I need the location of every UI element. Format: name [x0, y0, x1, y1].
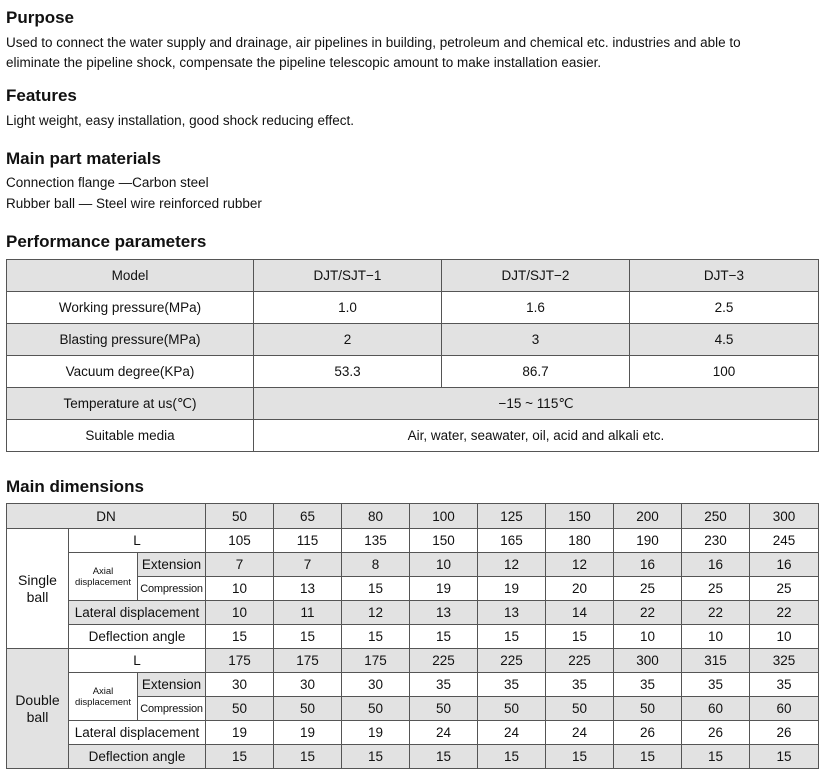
double-extension-cell: 30: [274, 673, 342, 697]
double-l-cell: 175: [274, 649, 342, 673]
single-compression-cell: 15: [342, 577, 410, 601]
single-deflection-cell: 15: [342, 625, 410, 649]
single-lateral-cell: 14: [546, 601, 614, 625]
double-l-cell: 175: [206, 649, 274, 673]
purpose-line-1: Used to connect the water supply and drainage, air pipelines in building, petroleum and chemical etc. industries and able to: [6, 35, 741, 50]
single-compression-cell: 25: [750, 577, 819, 601]
single-deflection-cell: 15: [478, 625, 546, 649]
single-deflection-cell: 15: [206, 625, 274, 649]
double-extension-cell: 35: [410, 673, 478, 697]
double-l-cell: 175: [342, 649, 410, 673]
single-deflection-cell: 15: [410, 625, 478, 649]
single-deflection-row: [7, 625, 819, 649]
double-compression-cell: 50: [342, 697, 410, 721]
temperature-value: −15 ~ 115℃: [254, 388, 819, 420]
compression-label: Compression: [138, 577, 206, 601]
double-compression-cell: 50: [546, 697, 614, 721]
single-compression-cell: 25: [614, 577, 682, 601]
single-deflection-cell: 15: [546, 625, 614, 649]
extension-label: Extension: [138, 673, 206, 697]
performance-cell: 2: [254, 324, 442, 356]
single-l-cell: 190: [614, 529, 682, 553]
double-deflection-cell: 15: [614, 745, 682, 769]
performance-media-row: [7, 420, 819, 452]
media-label: Suitable media: [7, 420, 254, 452]
performance-cell: 100: [630, 356, 819, 388]
double-compression-cell: 50: [614, 697, 682, 721]
double-l-cell: 225: [410, 649, 478, 673]
single-l-cell: 115: [274, 529, 342, 553]
materials-line-2: Rubber ball — Steel wire reinforced rubber: [6, 196, 262, 211]
performance-cell: 4.5: [630, 324, 819, 356]
double-deflection-cell: 15: [478, 745, 546, 769]
dn-cell: 125: [478, 504, 546, 529]
single-extension-cell: 7: [274, 553, 342, 577]
single-lateral-cell: 10: [206, 601, 274, 625]
single-lateral-cell: 22: [682, 601, 750, 625]
performance-header-cell: DJT−3: [630, 260, 819, 292]
extension-label: Extension: [138, 553, 206, 577]
double-l-cell: 225: [478, 649, 546, 673]
single-lateral-row: [7, 601, 819, 625]
double-deflection-row: [7, 745, 819, 769]
single-extension-cell: 10: [410, 553, 478, 577]
features-heading: Features: [6, 86, 77, 105]
single-ball-label: Single ball: [7, 529, 69, 649]
dimensions-table: [6, 503, 819, 769]
deflection-angle-label: Deflection angle: [69, 745, 206, 769]
lateral-displacement-label: Lateral displacement: [69, 601, 206, 625]
double-extension-cell: 35: [682, 673, 750, 697]
single-deflection-cell: 10: [682, 625, 750, 649]
double-lateral-cell: 19: [342, 721, 410, 745]
single-lateral-cell: 13: [410, 601, 478, 625]
performance-cell: 1.0: [254, 292, 442, 324]
single-extension-cell: 16: [614, 553, 682, 577]
performance-cell: 3: [442, 324, 630, 356]
dn-cell: 250: [682, 504, 750, 529]
single-extension-cell: 12: [546, 553, 614, 577]
purpose-line-2: eliminate the pipeline shock, compensate the pipeline telescopic amount to make installation easier.: [6, 55, 602, 70]
double-lateral-cell: 26: [614, 721, 682, 745]
double-lateral-cell: 26: [682, 721, 750, 745]
single-compression-cell: 20: [546, 577, 614, 601]
double-deflection-cell: 15: [274, 745, 342, 769]
performance-row: [7, 324, 819, 356]
double-extension-cell: 35: [546, 673, 614, 697]
double-l-cell: 325: [750, 649, 819, 673]
performance-header-cell: DJT/SJT−2: [442, 260, 630, 292]
dn-cell: 150: [546, 504, 614, 529]
performance-table: [6, 259, 819, 452]
single-l-row: [7, 529, 819, 553]
dn-cell: 80: [342, 504, 410, 529]
double-l-cell: 225: [546, 649, 614, 673]
single-deflection-cell: 10: [614, 625, 682, 649]
double-compression-cell: 50: [478, 697, 546, 721]
single-lateral-cell: 22: [750, 601, 819, 625]
double-compression-cell: 50: [206, 697, 274, 721]
performance-cell: 2.5: [630, 292, 819, 324]
performance-cell: 86.7: [442, 356, 630, 388]
single-l-cell: 135: [342, 529, 410, 553]
double-deflection-cell: 15: [206, 745, 274, 769]
double-extension-cell: 35: [750, 673, 819, 697]
single-l-cell: 105: [206, 529, 274, 553]
single-compression-cell: 13: [274, 577, 342, 601]
compression-label: Compression: [138, 697, 206, 721]
double-deflection-cell: 15: [546, 745, 614, 769]
double-lateral-cell: 24: [546, 721, 614, 745]
single-lateral-cell: 11: [274, 601, 342, 625]
double-l-cell: 300: [614, 649, 682, 673]
double-lateral-cell: 24: [410, 721, 478, 745]
double-compression-cell: 60: [682, 697, 750, 721]
dn-cell: 50: [206, 504, 274, 529]
dn-cell: 300: [750, 504, 819, 529]
single-l-cell: 150: [410, 529, 478, 553]
performance-cell: 1.6: [442, 292, 630, 324]
single-extension-cell: 12: [478, 553, 546, 577]
double-extension-cell: 30: [206, 673, 274, 697]
performance-header-cell: Model: [7, 260, 254, 292]
materials-heading: Main part materials: [6, 149, 161, 168]
features-text: Light weight, easy installation, good shock reducing effect.: [6, 113, 354, 128]
single-lateral-cell: 13: [478, 601, 546, 625]
single-extension-cell: 7: [206, 553, 274, 577]
dn-label: DN: [7, 504, 206, 529]
single-extension-row: [7, 553, 819, 577]
double-deflection-cell: 15: [342, 745, 410, 769]
single-deflection-cell: 15: [274, 625, 342, 649]
single-l-cell: 180: [546, 529, 614, 553]
performance-temperature-row: [7, 388, 819, 420]
performance-row-label: Vacuum degree(KPa): [7, 356, 254, 388]
performance-row: [7, 292, 819, 324]
axial-displacement-label: Axial displacement: [69, 553, 138, 601]
single-compression-cell: 19: [478, 577, 546, 601]
single-extension-cell: 16: [750, 553, 819, 577]
performance-row-label: Blasting pressure(MPa): [7, 324, 254, 356]
double-lateral-cell: 19: [274, 721, 342, 745]
single-compression-cell: 19: [410, 577, 478, 601]
performance-header-row: [7, 260, 819, 292]
single-compression-cell: 10: [206, 577, 274, 601]
dn-cell: 65: [274, 504, 342, 529]
single-lateral-cell: 12: [342, 601, 410, 625]
single-compression-cell: 25: [682, 577, 750, 601]
single-l-cell: 165: [478, 529, 546, 553]
single-l-cell: 245: [750, 529, 819, 553]
performance-header-cell: DJT/SJT−1: [254, 260, 442, 292]
double-lateral-cell: 26: [750, 721, 819, 745]
dn-cell: 100: [410, 504, 478, 529]
performance-row-label: Working pressure(MPa): [7, 292, 254, 324]
performance-row: [7, 356, 819, 388]
dn-row: [7, 504, 819, 529]
single-lateral-cell: 22: [614, 601, 682, 625]
single-extension-cell: 8: [342, 553, 410, 577]
performance-heading: Performance parameters: [6, 232, 207, 251]
performance-cell: 53.3: [254, 356, 442, 388]
double-deflection-cell: 15: [750, 745, 819, 769]
axial-displacement-label: Axial displacement: [69, 673, 138, 721]
lateral-displacement-label: Lateral displacement: [69, 721, 206, 745]
double-lateral-cell: 19: [206, 721, 274, 745]
media-value: Air, water, seawater, oil, acid and alkali etc.: [254, 420, 819, 452]
double-extension-cell: 35: [478, 673, 546, 697]
double-l-row: [7, 649, 819, 673]
double-deflection-cell: 15: [410, 745, 478, 769]
single-extension-cell: 16: [682, 553, 750, 577]
double-lateral-cell: 24: [478, 721, 546, 745]
double-lateral-row: [7, 721, 819, 745]
deflection-angle-label: Deflection angle: [69, 625, 206, 649]
double-ball-label: Double ball: [7, 649, 69, 769]
single-l-cell: 230: [682, 529, 750, 553]
dimensions-heading: Main dimensions: [6, 477, 144, 496]
double-extension-cell: 35: [614, 673, 682, 697]
double-l-cell: 315: [682, 649, 750, 673]
l-label: L: [69, 649, 206, 673]
double-extension-cell: 30: [342, 673, 410, 697]
single-deflection-cell: 10: [750, 625, 819, 649]
temperature-label: Temperature at us(℃): [7, 388, 254, 420]
double-deflection-cell: 15: [682, 745, 750, 769]
double-compression-cell: 50: [410, 697, 478, 721]
l-label: L: [69, 529, 206, 553]
purpose-heading: Purpose: [6, 8, 75, 27]
double-compression-cell: 60: [750, 697, 819, 721]
dn-cell: 200: [614, 504, 682, 529]
double-extension-row: [7, 673, 819, 697]
double-compression-cell: 50: [274, 697, 342, 721]
materials-line-1: Connection flange —Carbon steel: [6, 175, 209, 190]
